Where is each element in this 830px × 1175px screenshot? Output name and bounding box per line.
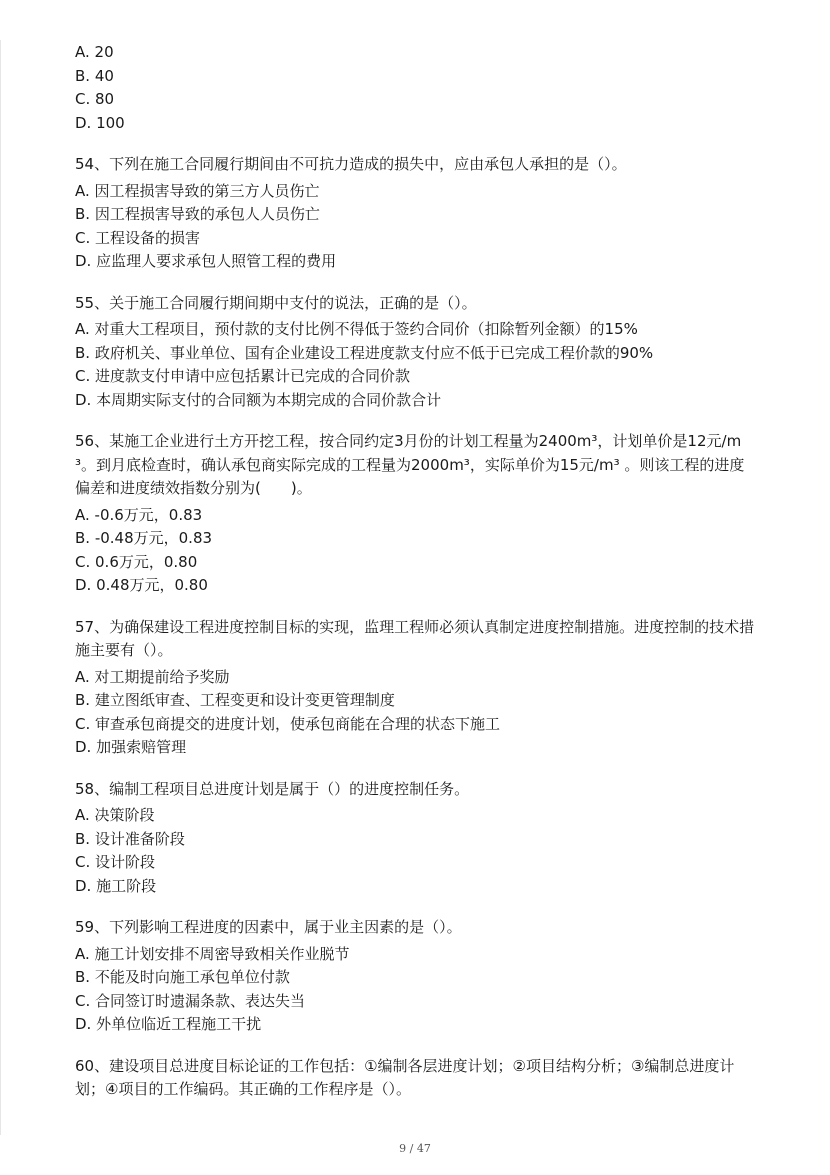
option-b: B. 设计准备阶段 xyxy=(75,829,185,848)
option-b: B. 40 xyxy=(75,66,114,85)
option-c: C. 审查承包商提交的进度计划，使承包商能在合理的状态下施工 xyxy=(75,714,501,733)
page-edge-divider xyxy=(0,40,1,1135)
option-d: D. 100 xyxy=(75,113,125,132)
question-stem: 58、编制工程项目总进度计划是属于（）的进度控制任务。 xyxy=(75,779,470,798)
option-b: B. 政府机关、事业单位、国有企业建设工程进度款支付应不低于已完成工程价款的90% xyxy=(75,343,654,362)
option-c: C. 80 xyxy=(75,90,115,108)
option-d: D. 本周期实际支付的合同额为本期完成的合同价款合计 xyxy=(75,390,442,409)
option-a: A. 因工程损害导致的第三方人员伤亡 xyxy=(75,181,320,200)
option-d: D. 施工阶段 xyxy=(75,876,157,895)
question-stem: 59、下列影响工程进度的因素中，属于业主因素的是（）。 xyxy=(75,918,462,936)
option-d: D. 加强索赔管理 xyxy=(75,738,187,756)
option-d: D. 外单位临近工程施工干扰 xyxy=(75,1015,262,1033)
page-content xyxy=(75,41,755,1105)
previous-question-options xyxy=(75,41,755,135)
option-c: C. 进度款支付申请中应包括累计已完成的合同价款 xyxy=(75,367,411,385)
option-a: A. 对重大工程项目，预付款的支付比例不得低于签约合同价（扣除暂列金额）的15% xyxy=(75,320,638,338)
option-a: A. 决策阶段 xyxy=(75,806,155,824)
option-a: A. 20 xyxy=(75,43,114,61)
question-60 xyxy=(75,1055,755,1102)
question-59 xyxy=(75,916,755,1037)
question-56 xyxy=(75,430,755,598)
question-58 xyxy=(75,778,755,899)
question-55 xyxy=(75,292,755,413)
question-stem: 54、下列在施工合同履行期间由不可抗力造成的损失中，应由承包人承担的是（）。 xyxy=(75,155,627,173)
option-a: A. 对工期提前给予奖励 xyxy=(75,667,230,686)
option-c: C. 工程设备的损害 xyxy=(75,228,201,247)
option-a: A. -0.6万元，0.83 xyxy=(75,505,203,524)
option-c: C. 合同签订时遗漏条款、表达失当 xyxy=(75,991,306,1010)
question-stem: 56、某施工企业进行土方开挖工程，按合同约定3月份的计划工程量为2400m³，计划单价是12元/m³。到月底检查时，确认承包商实际完成的工程量为2000m³，实际单价为15元/m³ 。则该工程的进度偏差和进度绩效指数分别为( )。 xyxy=(75,432,745,497)
question-54 xyxy=(75,153,755,274)
question-57 xyxy=(75,616,755,760)
option-d: D. 应监理人要求承包人照管工程的费用 xyxy=(75,252,337,270)
option-c: C. 设计阶段 xyxy=(75,853,156,871)
option-b: B. -0.48万元，0.83 xyxy=(75,529,213,547)
option-b: B. 建立图纸审查、工程变更和设计变更管理制度 xyxy=(75,691,395,709)
option-a: A. 施工计划安排不周密导致相关作业脱节 xyxy=(75,944,350,963)
question-stem: 57、为确保建设工程进度控制目标的实现，监理工程师必须认真制定进度控制措施。进度控制的技术措施主要有（）。 xyxy=(75,617,755,659)
question-stem: 60、建设项目总进度目标论证的工作包括：①编制各层进度计划；②项目结构分析；③编制总进度计划；④项目的工作编码。其正确的工作程序是（）。 xyxy=(75,1056,735,1098)
option-d: D. 0.48万元，0.80 xyxy=(75,576,208,594)
option-c: C. 0.6万元，0.80 xyxy=(75,552,198,571)
page-number-footer: 9 / 47 xyxy=(399,1142,431,1155)
option-b: B. 不能及时向施工承包单位付款 xyxy=(75,968,290,986)
option-b: B. 因工程损害导致的承包人人员伤亡 xyxy=(75,205,320,223)
question-stem: 55、关于施工合同履行期间期中支付的说法，正确的是（）。 xyxy=(75,293,477,312)
